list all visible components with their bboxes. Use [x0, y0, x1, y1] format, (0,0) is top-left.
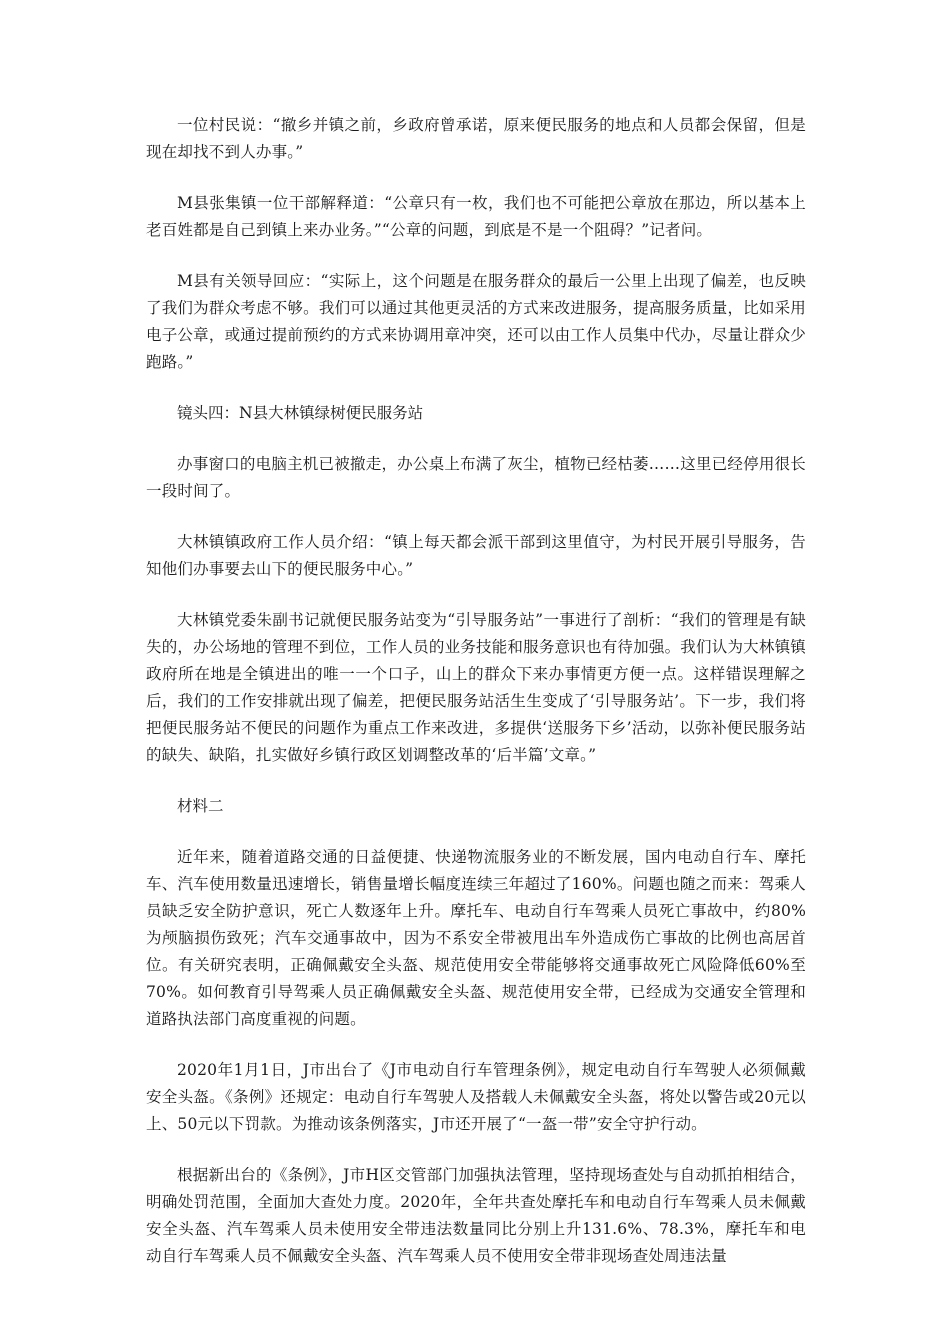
paragraph-villager-quote: 一位村民说：“撤乡并镇之前，乡政府曾承诺，原来便民服务的地点和人员都会保留，但是现在却找不到人办事。”: [146, 116, 806, 161]
section-heading-material-two: 材料二: [177, 797, 224, 815]
paragraph-traffic-safety: 近年来，随着道路交通的日益便捷、快递物流服务业的不断发展，国内电动自行车、摩托车、汽车使用数量迅速增长，销售量增长幅度连续三年超过了160%。问题也随之而来：驾乘人员缺乏安全防护意识，死亡人数逐年上升。摩托车、电动自行车驾乘人员死亡事故中，约80%为颅脑损伤致死；汽车交通事故中，因为不系安全带被甩出车外造成伤亡事故的比例也高居首位。有关研究表明，正确佩戴安全头盔、规范使用安全带能够将交通事故死亡风险降低60%至70%。如何教育引导驾乘人员正确佩戴安全头盔、规范使用安全带，已经成为交通安全管理和道路执法部门高度重视的问题。: [146, 848, 806, 1028]
paragraph-dalin-staff: 大林镇镇政府工作人员介绍：“镇上每天都会派干部到这里值守，为村民开展引导服务，告知他们办事要去山下的便民服务中心。”: [146, 533, 806, 578]
paragraph-m-county-response: M县有关领导回应：“实际上，这个问题是在服务群众的最后一公里上出现了偏差，也反映了我们为群众考虑不够。我们可以通过其他更灵活的方式来改进服务，提高服务质量，比如采用电子公章，或通过提前预约的方式来协调用章冲突，还可以由工作人员集中代办，尽量让群众少跑路。”: [146, 272, 806, 371]
paragraph-service-window: 办事窗口的电脑主机已被撤走，办公桌上布满了灰尘，植物已经枯萎……这里已经停用很长一段时间了。: [146, 455, 806, 500]
paragraph-deputy-secretary: 大林镇党委朱副书记就便民服务站变为“引导服务站”一事进行了剖析：“我们的管理是有缺失的，办公场地的管理不到位，工作人员的业务技能和服务意识也有待加强。我们认为大林镇镇政府所在地是全镇进出的唯一一个口子，山上的群众下来办事情更方便一点。这样错误理解之后，我们的工作安排就出现了偏差，把便民服务站活生生变成了‘引导服务站’。下一步，我们将把便民服务站不便民的问题作为重点工作来改进，多提供‘送服务下乡’活动，以弥补便民服务站的缺失、缺陷，扎实做好乡镇行政区划调整改革的‘后半篇’文章。”: [146, 611, 806, 764]
paragraph-enforcement: 根据新出台的《条例》，J市H区交管部门加强执法管理，坚持现场查处与自动抓拍相结合，明确处罚范围，全面加大查处力度。2020年，全年共查处摩托车和电动自行车驾乘人员未佩戴安全头盔、汽车驾乘人员未使用安全带违法数量同比分别上升131.6%、78.3%，摩托车和电动自行车驾乘人员不佩戴安全头盔、汽车驾乘人员不使用安全带非现场查处周违法量: [146, 1166, 806, 1265]
document-page: [146, 112, 806, 1294]
section-heading-scene-four: 镜头四：N县大林镇绿树便民服务站: [177, 404, 424, 422]
paragraph-zhangji-cadre: M县张集镇一位干部解释道：“公章只有一枚，我们也不可能把公章放在那边，所以基本上老百姓都是自己到镇上来办业务。”“公章的问题，到底是不是一个阻碍？”记者问。: [146, 194, 806, 239]
paragraph-regulation: 2020年1月1日，J市出台了《J市电动自行车管理条例》，规定电动自行车驾驶人必须佩戴安全头盔。《条例》还规定：电动自行车驾驶人及搭载人未佩戴安全头盔，将处以警告或20元以上、50元以下罚款。为推动该条例落实，J市还开展了“一盔一带”安全守护行动。: [146, 1061, 806, 1133]
